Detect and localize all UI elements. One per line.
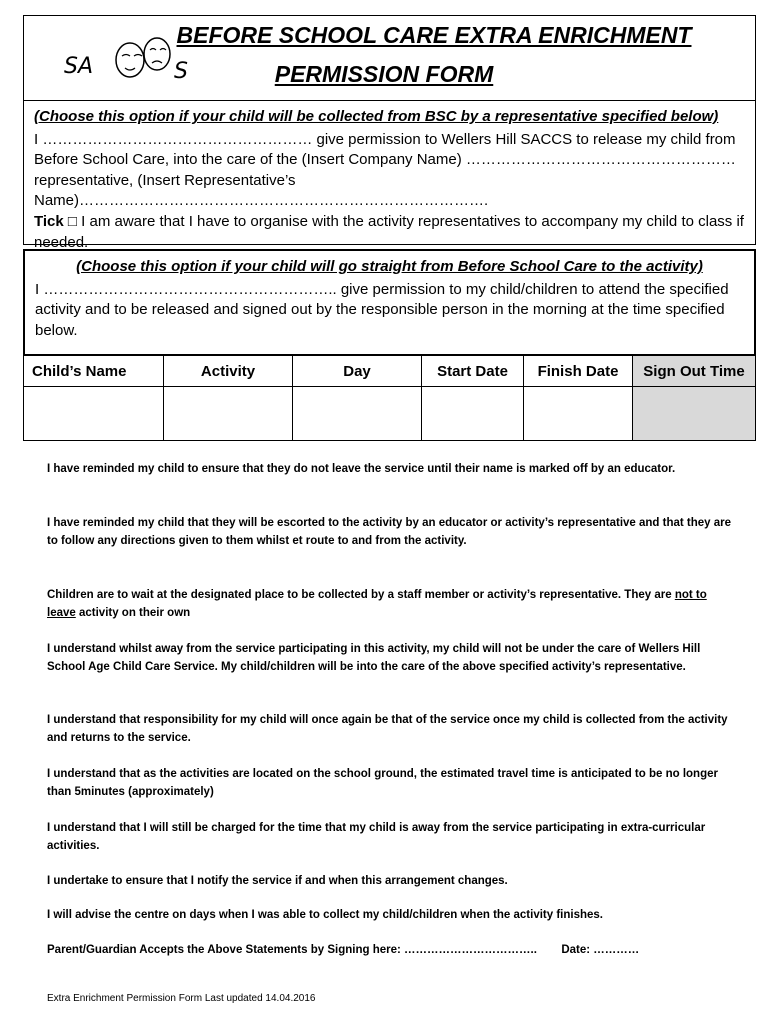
option1-heading: (Choose this option if your child will be collected from BSC by a representative specified below) [34,108,719,125]
statement-leave-service: I have reminded my child to ensure that they do not leave the service until their name is marked off by an educator. [47,463,676,475]
cell-childs-name[interactable] [24,387,164,441]
table-header-row [24,356,756,387]
cell-sign-out-time[interactable] [633,387,756,441]
cell-day[interactable] [293,387,422,441]
form-title-line2: PERMISSION FORM [274,61,494,87]
statement-wait-designated: Children are to wait at the designated place to be collected by a staff member or activity’s representative. They are not to leave activity on their own [47,589,707,619]
col-activity: Activity [164,356,293,387]
activity-table [23,355,756,441]
table-row [24,387,756,441]
tick-label: Tick [34,212,64,230]
tick-checkbox[interactable]: □ [67,212,77,230]
col-childs-name: Child’s Name [24,356,164,387]
statement-advise-centre: I will advise the centre on days when I was able to collect my child/children when the activity finishes. [47,909,603,921]
cell-finish-date[interactable] [524,387,633,441]
option2-body: I ………………………………………………….. give permission to my child/children to attend the specified activity and to be released and signed out by the responsible person in the morning at the time specified below. [35,280,729,339]
cell-start-date[interactable] [422,387,524,441]
statement-not-under-care: I understand whilst away from the service participating in this activity, my child will not be under the care of Wellers Hill School Age Child Care Service. My child/children will be into the care of the above specified activity’s representative. [47,643,701,673]
statement-travel-time: I understand that as the activities are located on the school ground, the estimated travel time is anticipated to be no longer than 5minutes (approximately) [47,768,718,798]
signature-line [47,941,737,959]
option-collected-by-representative [23,101,756,251]
option2-heading: (Choose this option if your child will go straight from Before School Care to the activity) [76,258,703,275]
svg-text:S: S [174,59,188,84]
cell-activity[interactable] [164,387,293,441]
date-label: Date: ………… [561,944,640,956]
col-day: Day [293,356,422,387]
statement-notify: I undertake to ensure that I notify the service if and when this arrangement changes. [47,875,508,887]
col-sign-out-time: Sign Out Time [633,356,756,387]
form-title-line1: BEFORE SCHOOL CARE EXTRA ENRICHMENT [176,22,692,48]
form-header [23,15,756,101]
svg-text:SA: SA [64,54,94,79]
col-start-date: Start Date [422,356,524,387]
saccs-logo [62,26,192,86]
option-straight-to-activity [23,249,756,356]
option1-body: I ……………………………………………… give permission to Wellers Hill SACCS to release my child from Before School Care, into the care of the (Insert Company Name) ……………………………………………… representative, (Insert Representative’s Name)………………………………………………………………………. [34,130,736,210]
tick-text: I am aware that I have to organise with the activity representatives to accompany my child to class if needed. [34,212,744,251]
footer-note: Extra Enrichment Permission Form Last updated 14.04.2016 [47,993,316,1004]
statement-charged: I understand that I will still be charged for the time that my child is away from the service participating in extra-curricular activities. [47,822,706,852]
signature-label: Parent/Guardian Accepts the Above Statements by Signing here: …………………………….. [47,944,537,956]
statement-responsibility: I understand that responsibility for my child will once again be that of the service once my child is collected from the activity and returns to the service. [47,714,728,744]
statement-escorted: I have reminded my child that they will be escorted to the activity by an educator or activity’s representative and that they are to follow any directions given to them whilst et route to and from the activity. [47,517,732,547]
col-finish-date: Finish Date [524,356,633,387]
